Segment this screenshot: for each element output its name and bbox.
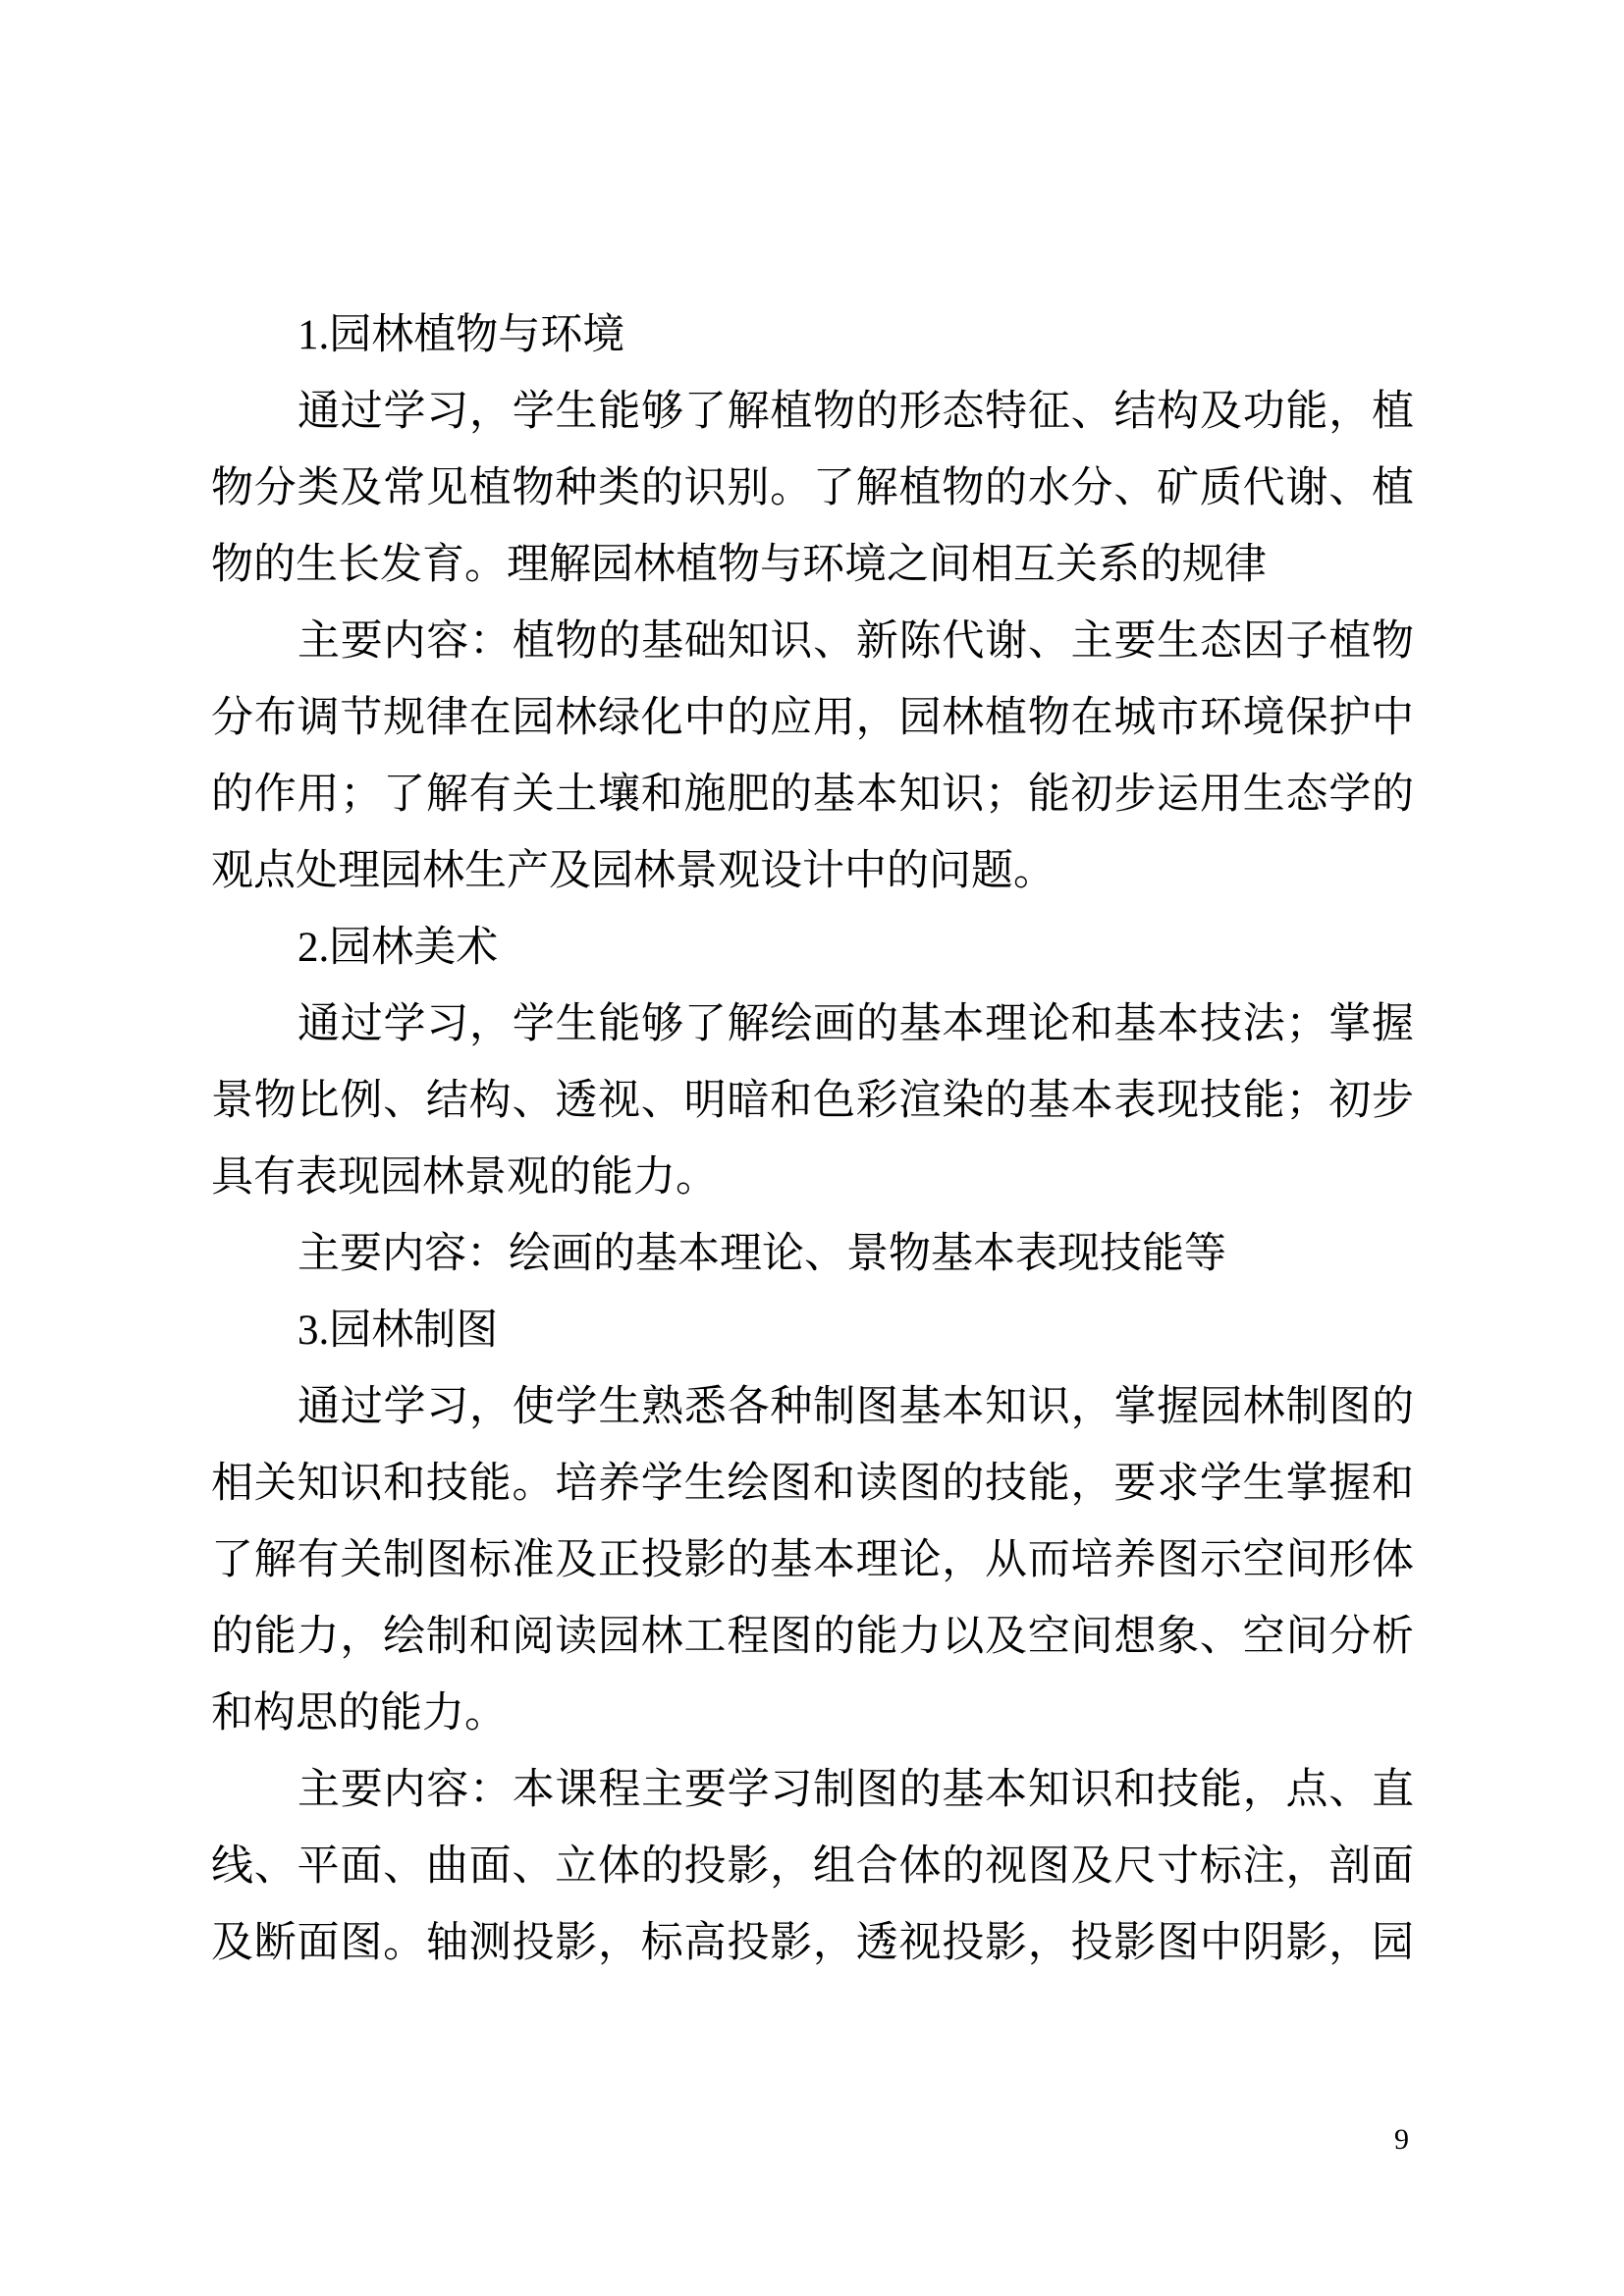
text-line: 主要内容：本课程主要学习制图的基本知识和技能，点、直 (298, 1767, 1414, 1813)
text-line: 的作用；了解有关土壤和施肥的基本知识；能初步运用生态学的 (211, 772, 1414, 818)
text-line: 物分类及常见植物种类的识别。了解植物的水分、矿质代谢、植 (211, 465, 1414, 511)
text-line: 及断面图。轴测投影，标高投影，透视投影，投影图中阴影，园 (211, 1920, 1414, 1966)
document-body (211, 297, 1414, 1982)
text-line: 具有表现园林景观的能力。 (211, 1154, 718, 1201)
text-line: 景物比例、结构、透视、明暗和色彩渲染的基本表现技能；初步 (211, 1078, 1414, 1124)
text-line: 线、平面、曲面、立体的投影，组合体的视图及尺寸标注，剖面 (211, 1843, 1414, 1890)
text-line: 观点处理园林生产及园林景观设计中的问题。 (211, 848, 1056, 894)
text-line: 主要内容：绘画的基本理论、景物基本表现技能等 (298, 1231, 1226, 1277)
text-line: 主要内容：植物的基础知识、新陈代谢、主要生态因子植物 (298, 618, 1414, 665)
text-line: 通过学习，学生能够了解植物的形态特征、结构及功能，植 (298, 389, 1414, 435)
heading-section-2: 2.园林美术 (298, 925, 499, 971)
text-line: 了解有关制图标准及正投影的基本理论，从而培养图示空间形体 (211, 1537, 1414, 1583)
text-line: 通过学习，学生能够了解绘画的基本理论和基本技法；掌握 (298, 1001, 1414, 1047)
text-line: 分布调节规律在园林绿化中的应用，园林植物在城市环境保护中 (211, 695, 1414, 741)
text-line: 相关知识和技能。培养学生绘图和读图的技能，要求学生掌握和 (211, 1461, 1414, 1507)
heading-section-3: 3.园林制图 (298, 1308, 499, 1354)
text-line: 和构思的能力。 (211, 1690, 507, 1736)
text-line: 的能力，绘制和阅读园林工程图的能力以及空间想象、空间分析 (211, 1614, 1414, 1660)
page-number: 9 (1394, 2123, 1409, 2156)
heading-section-1: 1.园林植物与环境 (298, 312, 625, 358)
text-line: 物的生长发育。理解园林植物与环境之间相互关系的规律 (211, 542, 1267, 588)
text-line: 通过学习，使学生熟悉各种制图基本知识，掌握园林制图的 (298, 1384, 1414, 1430)
